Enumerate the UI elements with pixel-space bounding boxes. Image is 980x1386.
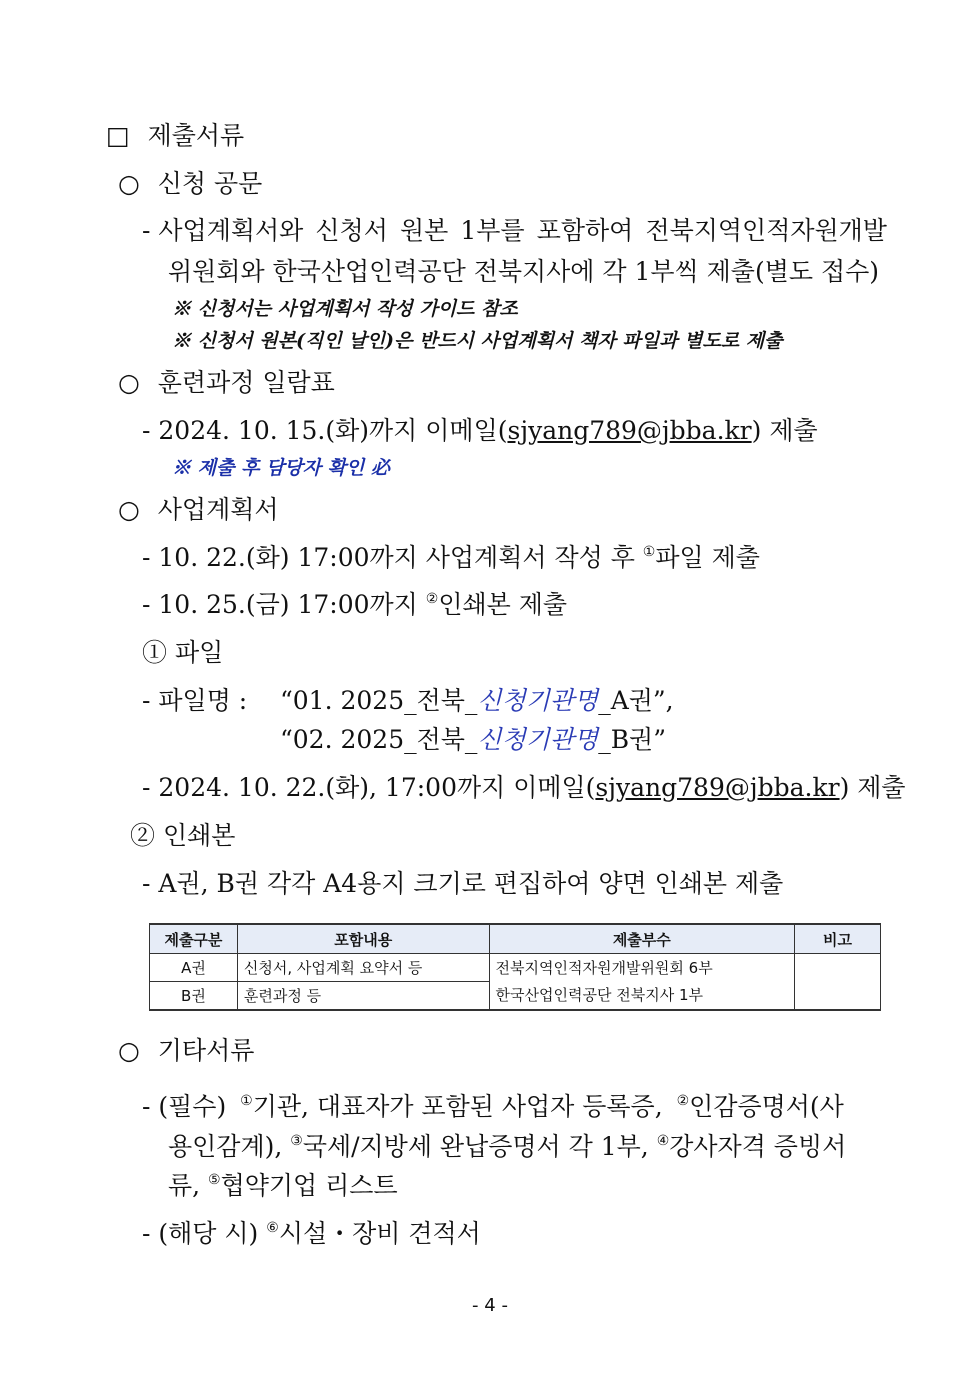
print-line: - A권, B권 각각 A4용지 크기로 편집하여 양면 인쇄본 제출 [142,869,784,898]
table-header-row [150,924,881,954]
sub-heading-print: ② 인쇄본 [130,821,236,850]
text: “02. 2025_전북_ [280,725,478,754]
header-cell: 포함내용 [237,924,489,954]
file-name-line2 [280,725,666,755]
text: _A권”, [598,686,674,715]
table-row [150,954,881,982]
text: 국세/지방세 완납증명서 각 1부, [302,1132,657,1161]
section-heading [106,121,244,151]
label: - (필수) [142,1092,227,1121]
email-link[interactable]: sjyang789@jbba.kr [595,773,840,802]
s3-line1 [142,543,760,577]
label: - (해당 시) [142,1219,267,1248]
content-cell: 신청서, 사업계획 요약서 등 [237,954,489,982]
circled-number: ③ [290,1133,303,1149]
placeholder-name: 신청기관명 [477,686,599,715]
text: 강사자격 증빙서 [669,1132,847,1161]
s1-note1: ※ 신청서는 사업계획서 작성 가이드 참조 [172,298,518,320]
item-title: 기타서류 [157,1036,255,1065]
circled-number: ① [240,1093,253,1109]
required-line1 [142,1092,844,1126]
item-title: 훈련과정 일람표 [157,368,335,397]
page-number: - 4 - [472,1295,508,1316]
text: “01. 2025_전북_ [280,686,478,715]
required-line2 [168,1132,846,1166]
header-cell: 제출부수 [489,924,795,954]
circle-bullet-icon: ○ [118,1036,140,1065]
word: - 사업계획서와 [142,216,304,245]
text: 협약기업 리스트 [220,1171,398,1200]
item-application-letter [118,169,262,199]
circled-number: ⑥ [266,1220,279,1236]
text: 인감증명서(사 [689,1092,844,1121]
submission-table [149,923,881,1011]
copies-line: 한국산업인력공단 전북지사 1부 [495,985,703,1004]
text: 기관, 대표자가 포함된 사업자 등록증, [252,1092,663,1121]
header-cell: 비고 [795,924,881,954]
s1-note2: ※ 신청서 원본(직인 날인)은 반드시 사업계획서 책자 파일과 별도로 제출 [172,330,783,352]
type-cell: A권 [150,954,238,982]
s2-line [142,416,818,446]
optional-line [142,1219,481,1253]
content-cell: 훈련과정 등 [237,982,489,1011]
s1-line1 [142,216,887,246]
circled-number: ① [642,544,656,560]
text: 류, [168,1171,209,1200]
s2-note: ※ 제출 후 담당자 확인 必 [172,457,390,479]
text: 용인감계), [168,1132,291,1161]
section-title: 제출서류 [147,121,245,150]
label: - 파일명 : [142,686,248,715]
word: 포함하여 [536,216,634,245]
text: _B권” [598,725,666,754]
text: 시설・장비 견적서 [278,1219,481,1248]
remark-cell [795,954,881,1011]
s3-line2 [142,590,567,624]
circle-bullet-icon: ○ [118,169,140,198]
circle-bullet-icon: ○ [118,368,140,397]
copies-line: 전북지역인적자원개발위원회 6부 [495,958,713,977]
text: - 2024. 10. 22.(화), 17:00까지 이메일( [142,773,596,802]
header-cell: 제출구분 [150,924,238,954]
text: ) 제출 [839,773,906,802]
text: - 2024. 10. 15.(화)까지 이메일( [142,416,508,445]
text: 파일 제출 [655,543,760,572]
item-title: 신청 공문 [157,169,263,198]
item-business-plan [118,495,279,525]
circled-number: ⑤ [208,1172,221,1188]
text: - 10. 25.(금) 17:00까지 [142,590,426,619]
word: 신청서 [315,216,388,245]
placeholder-name: 신청기관명 [477,725,599,754]
file-name-line1 [142,686,674,716]
text: ) 제출 [751,416,818,445]
item-course-list [118,368,335,398]
circled-number: ④ [656,1133,670,1149]
text: 인쇄본 제출 [438,590,568,619]
word: 전북지역인적자원개발 [645,216,887,245]
item-other-documents [118,1036,254,1066]
required-line3 [168,1171,398,1205]
file-deadline-line [142,773,906,803]
s1-line2: 위원회와 한국산업인력공단 전북지사에 각 1부씩 제출(별도 접수) [168,257,879,286]
circled-number: ② [676,1093,690,1109]
type-cell: B권 [150,982,238,1011]
sub-heading-file: ① 파일 [142,638,224,667]
circled-number: ② [425,591,439,607]
item-title: 사업계획서 [157,495,279,524]
word: 1부를 [460,216,525,245]
email-link[interactable]: sjyang789@jbba.kr [507,416,752,445]
word: 원본 [399,216,449,245]
checkbox-square-icon: □ [106,121,130,150]
text: - 10. 22.(화) 17:00까지 사업계획서 작성 후 [142,543,643,572]
circle-bullet-icon: ○ [118,495,140,524]
copies-cell [489,954,795,1011]
